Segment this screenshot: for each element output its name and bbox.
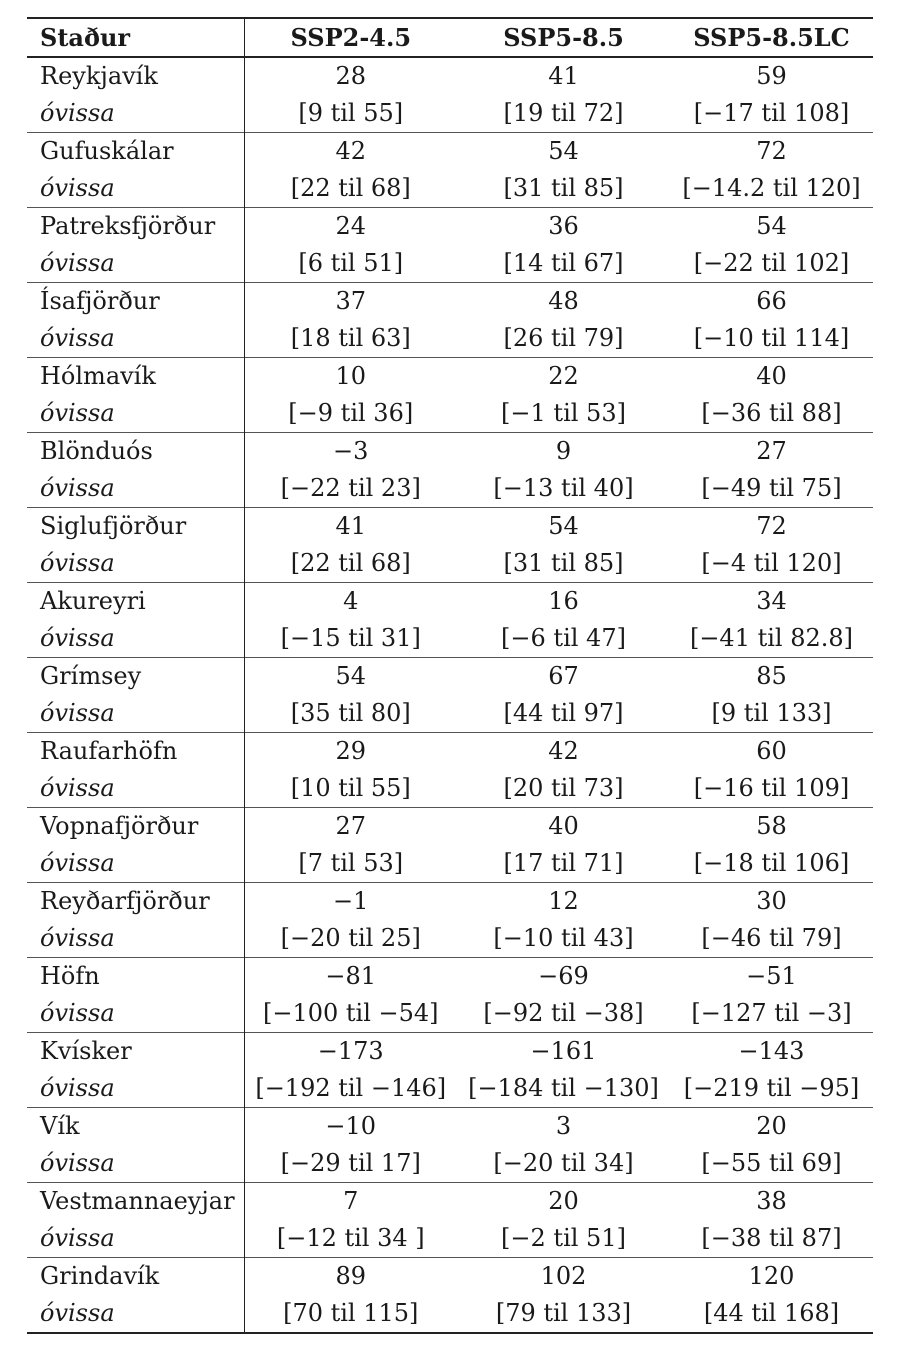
uncertainty-range: [70 til 115] (283, 1299, 419, 1327)
uncertainty-row (27, 320, 873, 358)
uncertainty-range: [−46 til 79] (701, 924, 842, 952)
projection-value: 3 (555, 1112, 572, 1140)
uncertainty-range: [−92 til −38] (483, 999, 644, 1027)
projection-value: 48 (548, 287, 579, 315)
uncertainty-range: [22 til 68] (290, 174, 411, 202)
projection-value: 10 (335, 362, 367, 390)
uncertainty-range: [−2 til 51] (501, 1224, 626, 1252)
projection-value: 42 (548, 737, 579, 765)
uncertainty-range: [26 til 79] (503, 324, 624, 352)
table-row (27, 1183, 873, 1221)
projection-table (27, 17, 873, 1334)
uncertainty-range: [−55 til 69] (701, 1149, 842, 1177)
table-header (27, 18, 873, 57)
uncertainty-range: [6 til 51] (298, 249, 404, 277)
header-location: Staður (27, 18, 244, 57)
uncertainty-range: [17 til 71] (503, 849, 624, 877)
location-name: Patreksfjörður (27, 208, 244, 246)
uncertainty-label: óvissa (27, 395, 244, 433)
table-row (27, 208, 873, 246)
uncertainty-row (27, 170, 873, 208)
projection-value: 60 (756, 737, 787, 765)
projection-value: 54 (548, 512, 579, 540)
table-row (27, 283, 873, 321)
table-row (27, 808, 873, 846)
projection-value: 22 (548, 362, 579, 390)
table-row (27, 1033, 873, 1071)
uncertainty-label: óvissa (27, 770, 244, 808)
uncertainty-range: [31 til 85] (503, 174, 624, 202)
uncertainty-range: [10 til 55] (290, 774, 411, 802)
table-row (27, 658, 873, 696)
uncertainty-row (27, 1220, 873, 1258)
projection-value: 9 (555, 437, 572, 465)
uncertainty-range: [−219 til −95] (683, 1074, 860, 1102)
location-name: Grímsey (27, 658, 244, 696)
uncertainty-label: óvissa (27, 995, 244, 1033)
projection-value: −81 (325, 962, 377, 990)
uncertainty-range: [−10 til 114] (693, 324, 850, 352)
projection-value: 20 (548, 1187, 579, 1215)
uncertainty-range: [22 til 68] (290, 549, 411, 577)
uncertainty-label: óvissa (27, 320, 244, 358)
uncertainty-row (27, 620, 873, 658)
uncertainty-label: óvissa (27, 1145, 244, 1183)
uncertainty-range: [−14.2 til 120] (682, 174, 861, 202)
projection-value: 4 (343, 587, 359, 615)
location-name: Vík (27, 1108, 244, 1146)
location-name: Höfn (27, 958, 244, 996)
uncertainty-range: [19 til 72] (503, 99, 624, 127)
uncertainty-row (27, 1145, 873, 1183)
location-name: Raufarhöfn (27, 733, 244, 771)
table-row (27, 433, 873, 471)
uncertainty-range: [44 til 168] (703, 1299, 840, 1327)
uncertainty-range: [7 til 53] (298, 849, 404, 877)
projection-value: 67 (548, 662, 579, 690)
projection-value: 72 (756, 512, 787, 540)
uncertainty-range: [20 til 73] (503, 774, 624, 802)
projection-value: 34 (756, 587, 787, 615)
projection-value: −173 (317, 1037, 384, 1065)
uncertainty-label: óvissa (27, 1295, 244, 1333)
location-name: Hólmavík (27, 358, 244, 396)
table-row (27, 733, 873, 771)
uncertainty-range: [−20 til 34] (493, 1149, 634, 1177)
table-row (27, 57, 873, 95)
uncertainty-row (27, 395, 873, 433)
uncertainty-label: óvissa (27, 695, 244, 733)
uncertainty-range: [−13 til 40] (493, 474, 634, 502)
uncertainty-label: óvissa (27, 470, 244, 508)
table-row (27, 508, 873, 546)
table-row (27, 133, 873, 171)
uncertainty-label: óvissa (27, 620, 244, 658)
projection-value: 66 (756, 287, 787, 315)
uncertainty-row (27, 845, 873, 883)
uncertainty-label: óvissa (27, 920, 244, 958)
projection-value: 41 (335, 512, 367, 540)
header-row (27, 18, 873, 57)
header-ssp2-45: SSP2-4.5 (290, 23, 412, 52)
header-ssp5-85: SSP5-8.5 (503, 23, 624, 52)
uncertainty-range: [−36 til 88] (701, 399, 842, 427)
projection-value: 59 (756, 62, 787, 90)
uncertainty-range: [−41 til 82.8] (689, 624, 854, 652)
table-body (27, 57, 873, 1333)
projection-value: 41 (548, 62, 579, 90)
projection-value: −10 (325, 1112, 377, 1140)
projection-value: 40 (756, 362, 787, 390)
table-row (27, 358, 873, 396)
location-name: Vestmannaeyjar (27, 1183, 244, 1221)
location-name: Siglufjörður (27, 508, 244, 546)
uncertainty-range: [44 til 97] (503, 699, 624, 727)
uncertainty-range: [18 til 63] (290, 324, 411, 352)
projection-value: 42 (335, 137, 367, 165)
uncertainty-range: [−38 til 87] (701, 1224, 842, 1252)
projection-value: −143 (738, 1037, 805, 1065)
projection-value: 20 (756, 1112, 787, 1140)
location-name: Kvísker (27, 1033, 244, 1071)
projection-value: −3 (333, 437, 369, 465)
projection-value: 120 (748, 1262, 795, 1290)
projection-value: 29 (335, 737, 367, 765)
uncertainty-range: [−22 til 102] (693, 249, 850, 277)
projection-value: 54 (756, 212, 787, 240)
projection-value: 28 (335, 62, 367, 90)
uncertainty-range: [−12 til 34 ] (276, 1224, 425, 1252)
uncertainty-range: [9 til 133] (711, 699, 832, 727)
projection-value: −51 (746, 962, 797, 990)
uncertainty-label: óvissa (27, 1070, 244, 1108)
uncertainty-range: [14 til 67] (503, 249, 624, 277)
uncertainty-range: [−17 til 108] (693, 99, 850, 127)
uncertainty-range: [−6 til 47] (501, 624, 626, 652)
projection-value: 58 (756, 812, 787, 840)
uncertainty-row (27, 1295, 873, 1333)
uncertainty-row (27, 545, 873, 583)
table-row (27, 883, 873, 921)
uncertainty-row (27, 995, 873, 1033)
uncertainty-row (27, 95, 873, 133)
projection-value: 85 (756, 662, 787, 690)
projection-value: 37 (335, 287, 367, 315)
projection-value: −69 (538, 962, 589, 990)
uncertainty-row (27, 770, 873, 808)
uncertainty-range: [−9 til 36] (288, 399, 414, 427)
uncertainty-row (27, 920, 873, 958)
location-name: Grindavík (27, 1258, 244, 1296)
location-name: Gufuskálar (27, 133, 244, 171)
location-name: Blönduós (27, 433, 244, 471)
location-name: Akureyri (27, 583, 244, 621)
uncertainty-range: [−16 til 109] (693, 774, 850, 802)
table-row (27, 958, 873, 996)
uncertainty-range: [−4 til 120] (701, 549, 842, 577)
uncertainty-label: óvissa (27, 95, 244, 133)
projection-value: 27 (335, 812, 367, 840)
uncertainty-range: [−100 til −54] (262, 999, 439, 1027)
uncertainty-range: [−20 til 25] (280, 924, 421, 952)
uncertainty-row (27, 470, 873, 508)
uncertainty-label: óvissa (27, 170, 244, 208)
table-row (27, 1108, 873, 1146)
uncertainty-row (27, 1070, 873, 1108)
location-name: Vopnafjörður (27, 808, 244, 846)
projection-value: 36 (548, 212, 579, 240)
projection-value: −1 (333, 887, 369, 915)
uncertainty-range: [−29 til 17] (280, 1149, 421, 1177)
projection-value: 102 (540, 1262, 587, 1290)
uncertainty-range: [79 til 133] (495, 1299, 632, 1327)
table-row (27, 583, 873, 621)
uncertainty-range: [31 til 85] (503, 549, 624, 577)
header-ssp5-85lc: SSP5-8.5LC (693, 23, 850, 52)
uncertainty-range: [−1 til 53] (501, 399, 626, 427)
uncertainty-label: óvissa (27, 545, 244, 583)
uncertainty-range: [−15 til 31] (280, 624, 421, 652)
uncertainty-label: óvissa (27, 245, 244, 283)
projection-value: 72 (756, 137, 787, 165)
projection-value: 24 (335, 212, 367, 240)
uncertainty-label: óvissa (27, 845, 244, 883)
uncertainty-range: [35 til 80] (290, 699, 411, 727)
uncertainty-range: [9 til 55] (298, 99, 404, 127)
projection-value: 12 (548, 887, 579, 915)
uncertainty-range: [−22 til 23] (280, 474, 421, 502)
uncertainty-range: [−192 til −146] (255, 1074, 447, 1102)
uncertainty-range: [−49 til 75] (701, 474, 842, 502)
projection-value: 38 (756, 1187, 787, 1215)
projection-value: 16 (548, 587, 579, 615)
projection-value: −161 (530, 1037, 597, 1065)
uncertainty-row (27, 695, 873, 733)
uncertainty-range: [−184 til −130] (468, 1074, 659, 1102)
uncertainty-row (27, 245, 873, 283)
location-name: Ísafjörður (27, 283, 244, 321)
projection-value: 30 (756, 887, 787, 915)
uncertainty-label: óvissa (27, 1220, 244, 1258)
projection-value: 27 (756, 437, 787, 465)
projection-value: 54 (335, 662, 367, 690)
table-row (27, 1258, 873, 1296)
location-name: Reykjavík (27, 57, 244, 95)
uncertainty-range: [−10 til 43] (493, 924, 634, 952)
projection-value: 54 (548, 137, 579, 165)
location-name: Reyðarfjörður (27, 883, 244, 921)
projection-value: 89 (335, 1262, 367, 1290)
projection-value: 40 (548, 812, 579, 840)
projection-value: 7 (343, 1187, 359, 1215)
uncertainty-range: [−18 til 106] (693, 849, 850, 877)
uncertainty-range: [−127 til −3] (691, 999, 852, 1027)
